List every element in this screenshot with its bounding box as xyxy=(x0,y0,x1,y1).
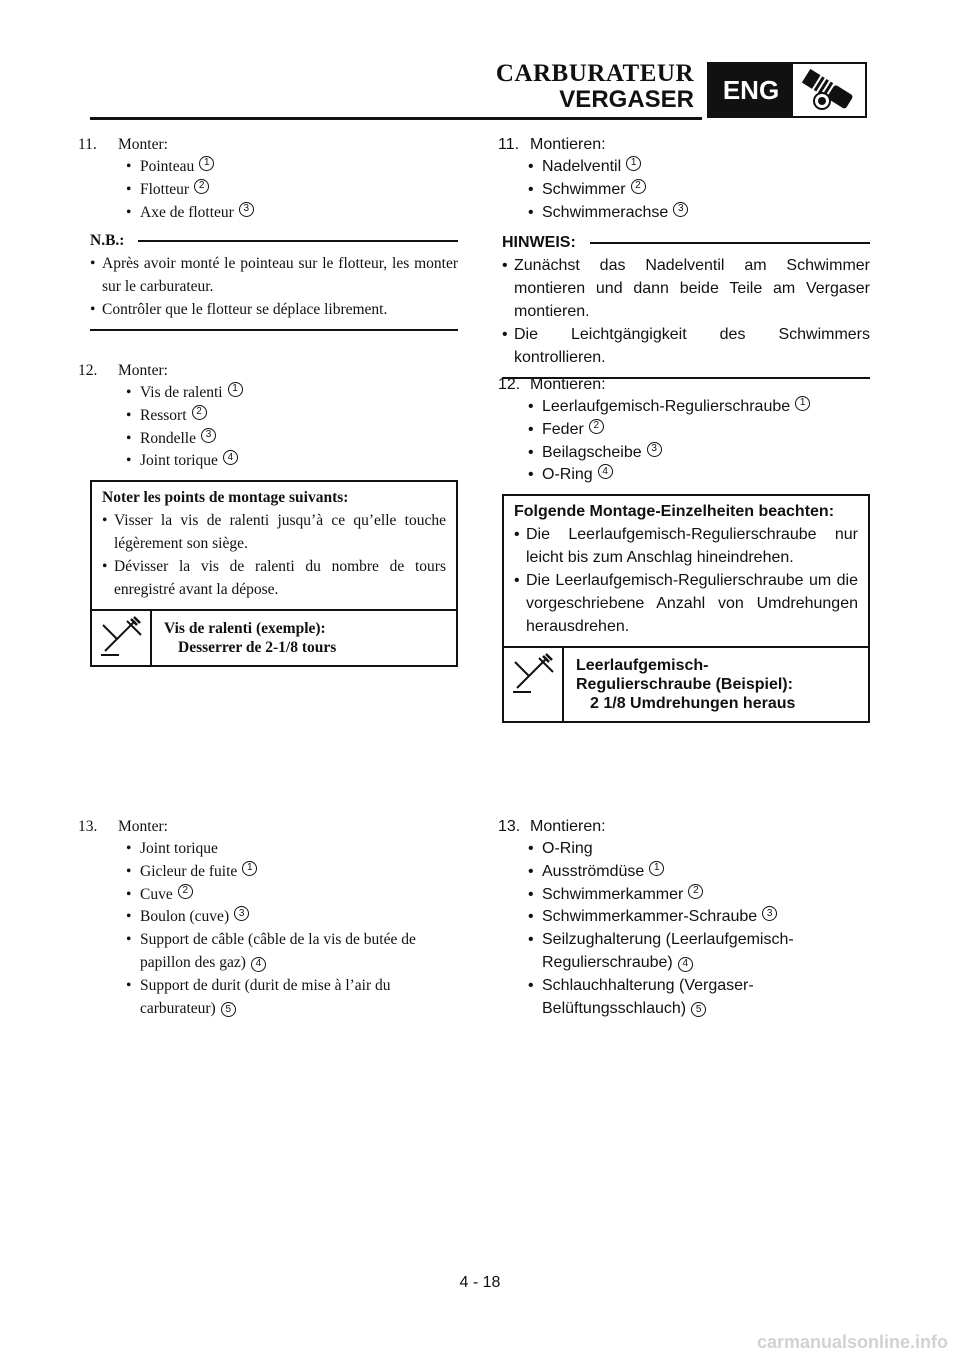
list-item: • Flotteur 2 xyxy=(78,179,458,202)
de-assembly-box xyxy=(502,494,870,723)
list-item: • Boulon (cuve) 3 xyxy=(78,906,458,929)
box-item: • Die Leerlaufgemisch-Regulierschraube um die vorgeschriebene Anzahl von Umdrehungen herausdrehen. xyxy=(514,572,858,635)
box-item: • Dévisser la vis de ralenti du nombre de tours enregistré avant la dépose. xyxy=(102,558,446,598)
step-title: Montieren: xyxy=(530,376,606,393)
callout-number: 2 xyxy=(688,884,703,899)
header-title-de: VERGASER xyxy=(559,86,694,113)
list-item: • Nadelventil 1 xyxy=(498,156,870,179)
step-number: 11. xyxy=(498,136,520,153)
step-title: Montieren: xyxy=(530,136,606,153)
list-item: • Pointeau 1 xyxy=(78,156,458,179)
box-item: • Die Leerlaufgemisch-Regulierschraube nur leicht bis zum Anschlag hineindrehen. xyxy=(514,526,858,566)
list-item: • Joint torique xyxy=(126,840,218,857)
fr-note xyxy=(90,230,458,331)
de-step-12 xyxy=(498,374,870,487)
fr-assembly-box xyxy=(90,480,458,667)
callout-number: 4 xyxy=(223,450,238,465)
list-item: • Seilzughalterung (Leerlaufgemisch-Regulierschraube) 4 xyxy=(528,931,794,971)
box-title: Noter les points de montage suivants: xyxy=(102,489,349,506)
spec-label: Leerlaufgemisch-Regulierschraube (Beispiel): xyxy=(576,657,793,693)
callout-number: 1 xyxy=(242,861,257,876)
callout-number: 1 xyxy=(649,861,664,876)
list-item: • Schwimmerachse 3 xyxy=(498,202,870,225)
step-number: 13. xyxy=(78,818,98,835)
list-item: • Feder 2 xyxy=(498,419,870,442)
callout-number: 4 xyxy=(678,957,693,972)
de-note xyxy=(502,232,870,379)
step-title: Montieren: xyxy=(530,818,606,835)
fr-step-11 xyxy=(78,134,458,224)
adjust-tool-icon xyxy=(92,611,152,665)
note-item: • Contrôler que le flotteur se déplace librement. xyxy=(90,301,388,318)
note-item: • Zunächst das Nadelventil am Schwimmer montieren und dann beide Teile am Vergaser montieren. xyxy=(502,257,870,320)
callout-number: 1 xyxy=(795,396,810,411)
spec-label: Vis de ralenti (exemple): xyxy=(164,620,326,637)
list-item: • Schwimmerkammer 2 xyxy=(498,884,870,907)
callout-number: 2 xyxy=(178,884,193,899)
step-title: Monter: xyxy=(118,818,168,835)
list-item: • O-Ring xyxy=(528,840,593,857)
de-step-13 xyxy=(498,816,870,1020)
footer-watermark: carmanualsonline.info xyxy=(756,1332,948,1352)
step-title: Monter: xyxy=(118,136,168,153)
fr-step-12 xyxy=(78,360,458,473)
callout-number: 3 xyxy=(234,906,249,921)
callout-number: 3 xyxy=(647,442,662,457)
list-item: • Gicleur de fuite 1 xyxy=(78,861,458,884)
step-number: 11. xyxy=(78,136,97,153)
list-item: • Schwimmer 2 xyxy=(498,179,870,202)
list-item: • Ressort 2 xyxy=(78,405,458,428)
step-title: Monter: xyxy=(118,362,168,379)
note-item: • Après avoir monté le pointeau sur le flotteur, les monter sur le carburateur. xyxy=(90,255,458,295)
header-title-fr: CARBURATEUR xyxy=(495,60,694,87)
list-item: • Beilagscheibe 3 xyxy=(498,442,870,465)
engine-icon xyxy=(793,64,865,116)
fr-step-13 xyxy=(78,816,458,1020)
list-item: • Support de durit (durit de mise à l’air du carburateur) 5 xyxy=(126,976,391,1017)
step-number: 12. xyxy=(498,376,521,393)
header-rule xyxy=(90,117,702,120)
callout-number: 3 xyxy=(762,906,777,921)
callout-number: 5 xyxy=(691,1002,706,1017)
de-step-11 xyxy=(498,134,870,224)
page-number: 4 - 18 xyxy=(459,1274,501,1291)
note-label: HINWEIS: xyxy=(502,234,576,251)
list-item: • Schwimmerkammer-Schraube 3 xyxy=(498,906,870,929)
callout-number: 2 xyxy=(631,179,646,194)
list-item: • Ausströmdüse 1 xyxy=(498,861,870,884)
step-number: 12. xyxy=(78,362,98,379)
list-item: • Support de câble (câble de la vis de butée de papillon des gaz) 4 xyxy=(126,931,416,971)
callout-number: 3 xyxy=(673,202,688,217)
list-item: • Axe de flotteur 3 xyxy=(78,202,458,225)
callout-number: 1 xyxy=(199,156,214,171)
spec-value: 2 1/8 Umdrehungen heraus xyxy=(590,695,796,712)
section-label: ENG xyxy=(709,64,793,116)
callout-number: 4 xyxy=(251,957,266,972)
box-item: • Visser la vis de ralenti jusqu’à ce qu’elle touche légèrement son siège. xyxy=(102,512,446,552)
callout-number: 2 xyxy=(192,405,207,420)
callout-number: 1 xyxy=(228,382,243,397)
list-item: • Cuve 2 xyxy=(78,884,458,907)
callout-number: 3 xyxy=(201,428,216,443)
list-item: • O-Ring 4 xyxy=(498,464,870,487)
section-tab xyxy=(707,62,867,118)
list-item: • Leerlaufgemisch-Regulierschraube 1 xyxy=(498,396,870,419)
list-item: • Rondelle 3 xyxy=(78,428,458,451)
list-item: • Joint torique 4 xyxy=(78,450,458,473)
note-item: • Die Leichtgängigkeit des Schwimmers kontrollieren. xyxy=(502,326,870,366)
callout-number: 2 xyxy=(194,179,209,194)
callout-number: 5 xyxy=(221,1002,236,1017)
callout-number: 2 xyxy=(589,419,604,434)
list-item: • Vis de ralenti 1 xyxy=(78,382,458,405)
step-number: 13. xyxy=(498,818,521,835)
callout-number: 4 xyxy=(598,464,613,479)
adjust-tool-icon xyxy=(504,648,564,721)
spec-value: Desserrer de 2-1/8 tours xyxy=(178,639,337,656)
list-item: • Schlauchhalterung (Vergaser-Belüftungsschlauch) 5 xyxy=(528,976,754,1017)
callout-number: 3 xyxy=(239,202,254,217)
callout-number: 1 xyxy=(626,156,641,171)
note-label: N.B.: xyxy=(90,232,125,249)
box-title: Folgende Montage-Einzelheiten beachten: xyxy=(514,503,835,520)
